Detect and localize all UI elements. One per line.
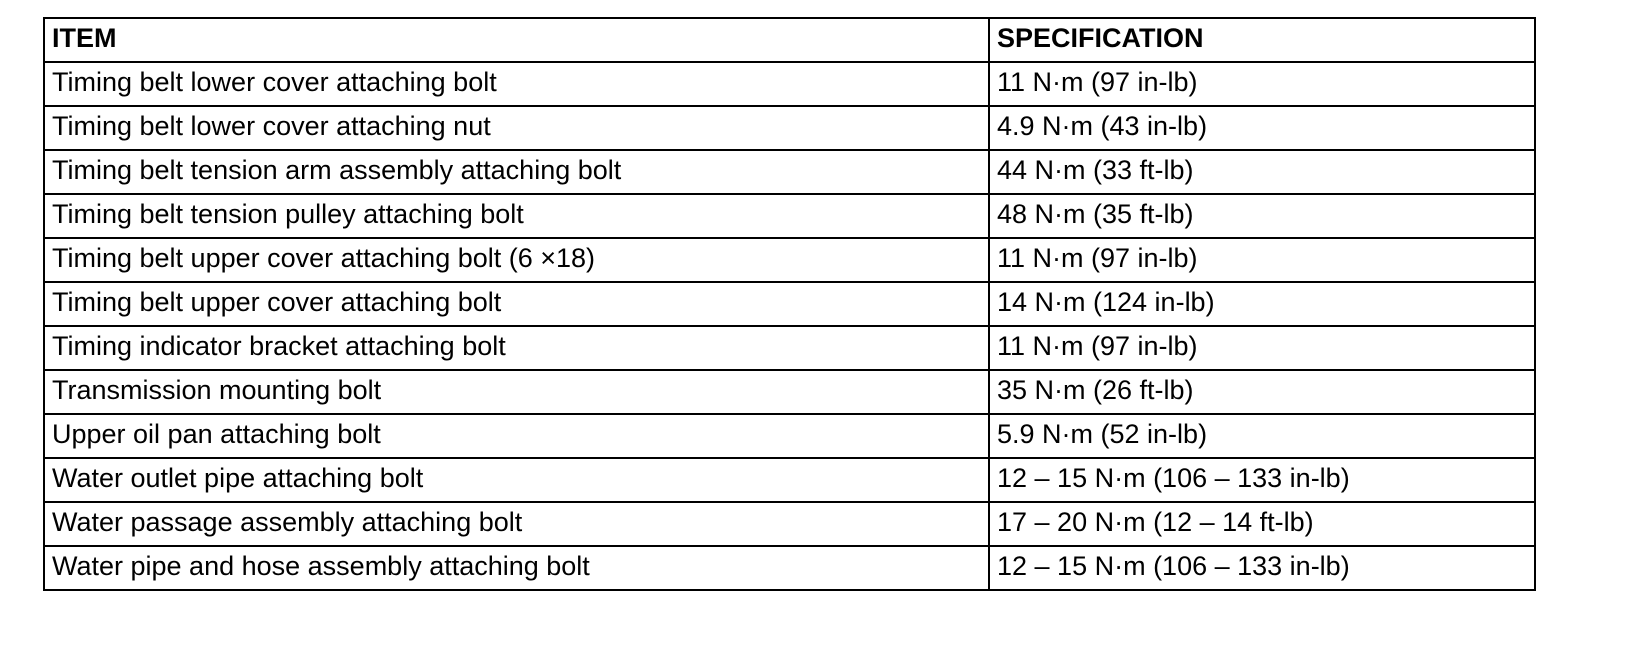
item-cell: Timing belt tension arm assembly attaching bolt [44, 150, 989, 194]
column-header-item: ITEM [44, 18, 989, 62]
item-cell: Water outlet pipe attaching bolt [44, 458, 989, 502]
table-row [44, 414, 1535, 458]
table-row [44, 370, 1535, 414]
table-row [44, 546, 1535, 590]
specification-cell: 5.9 N·m (52 in-lb) [989, 414, 1535, 458]
specification-cell: 4.9 N·m (43 in-lb) [989, 106, 1535, 150]
table-row [44, 238, 1535, 282]
item-cell: Water passage assembly attaching bolt [44, 502, 989, 546]
table-row [44, 326, 1535, 370]
table-row [44, 106, 1535, 150]
item-cell: Transmission mounting bolt [44, 370, 989, 414]
table-header-row [44, 18, 1535, 62]
specification-cell: 12 – 15 N·m (106 – 133 in-lb) [989, 458, 1535, 502]
item-cell: Water pipe and hose assembly attaching bolt [44, 546, 989, 590]
specification-cell: 44 N·m (33 ft-lb) [989, 150, 1535, 194]
item-cell: Timing belt lower cover attaching nut [44, 106, 989, 150]
table-row [44, 62, 1535, 106]
item-cell: Timing belt tension pulley attaching bolt [44, 194, 989, 238]
specification-cell: 11 N·m (97 in-lb) [989, 62, 1535, 106]
torque-specification-table [43, 17, 1536, 591]
item-cell: Timing belt lower cover attaching bolt [44, 62, 989, 106]
table-row [44, 502, 1535, 546]
column-header-specification: SPECIFICATION [989, 18, 1535, 62]
specification-cell: 12 – 15 N·m (106 – 133 in-lb) [989, 546, 1535, 590]
item-cell: Timing belt upper cover attaching bolt (6 ×18) [44, 238, 989, 282]
specification-cell: 17 – 20 N·m (12 – 14 ft-lb) [989, 502, 1535, 546]
table-row [44, 194, 1535, 238]
item-cell: Timing indicator bracket attaching bolt [44, 326, 989, 370]
table-row [44, 282, 1535, 326]
specification-cell: 14 N·m (124 in-lb) [989, 282, 1535, 326]
table-row [44, 150, 1535, 194]
item-cell: Upper oil pan attaching bolt [44, 414, 989, 458]
specification-cell: 48 N·m (35 ft-lb) [989, 194, 1535, 238]
specification-cell: 11 N·m (97 in-lb) [989, 326, 1535, 370]
table-row [44, 458, 1535, 502]
item-cell: Timing belt upper cover attaching bolt [44, 282, 989, 326]
specification-cell: 11 N·m (97 in-lb) [989, 238, 1535, 282]
specification-cell: 35 N·m (26 ft-lb) [989, 370, 1535, 414]
